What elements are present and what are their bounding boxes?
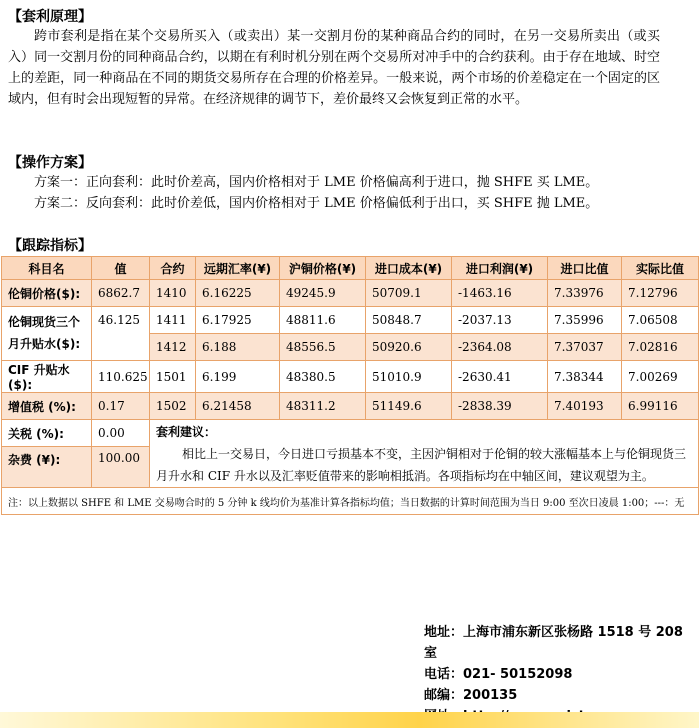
import-ratio-cell: 7.33976: [548, 280, 622, 307]
row-value: 110.625: [92, 361, 150, 393]
row-value: 0.17: [92, 393, 150, 420]
header-cell: 沪铜价格(¥): [280, 257, 366, 280]
import-ratio-cell: 7.38344: [548, 361, 622, 393]
sh-price-cell: 48380.5: [280, 361, 366, 393]
header-cell: 进口利润(¥): [452, 257, 548, 280]
import-profit-cell: -1463.16: [452, 280, 548, 307]
import-profit-cell: -2037.13: [452, 307, 548, 334]
footer-bar: [0, 712, 699, 728]
contact-phone: 电话：021- 50152098: [424, 667, 573, 682]
import-ratio-cell: 7.35996: [548, 307, 622, 334]
import-ratio-cell: 7.37037: [548, 334, 622, 361]
contract-cell: 1412: [150, 334, 196, 361]
fx-cell: 6.188: [196, 334, 280, 361]
header-cell: 远期汇率(¥): [196, 257, 280, 280]
import-profit-cell: -2364.08: [452, 334, 548, 361]
advice-body: 相比上一交易日，今日进口亏损基本不变，主因沪铜相对于伦铜的较大涨幅基本上与伦铜现货三月升水和 CIF 升水以及汇率贬值带来的影响相抵消。各项指标均在中轴区间，建议观望为主。: [156, 446, 687, 483]
header-cell: 实际比值: [622, 257, 699, 280]
tracking-title: 【跟踪指标】: [8, 238, 92, 254]
table-row: [2, 361, 699, 393]
table-note-row: [2, 488, 699, 515]
header-cell: 进口比值: [548, 257, 622, 280]
misc-fee-label: 杂费 (¥):: [2, 447, 92, 488]
table-header-row: [2, 257, 699, 280]
row-value: 6862.7: [92, 280, 150, 307]
import-cost-cell: 50848.7: [366, 307, 452, 334]
table-row: [2, 280, 699, 307]
header-cell: 合约: [150, 257, 196, 280]
import-profit-cell: -2838.39: [452, 393, 548, 420]
header-cell: 科目名: [2, 257, 92, 280]
arbitrage-title: 【套利原理】: [8, 9, 92, 25]
contract-cell: 1410: [150, 280, 196, 307]
sh-price-cell: 48311.2: [280, 393, 366, 420]
tariff-value: 0.00: [92, 420, 150, 447]
row-label: 伦铜价格($):: [2, 280, 92, 307]
import-cost-cell: 50920.6: [366, 334, 452, 361]
fx-cell: 6.199: [196, 361, 280, 393]
tracking-table: [1, 256, 699, 515]
arbitrage-body: 跨市套利是指在某个交易所买入（或卖出）某一交割月份的某种商品合约的同时，在另一交易所卖出（或买入）同一交割月份的同种商品合约，以期在有利时机分别在两个交易所对冲手中的合约获利。由于存在地域、时空上的差距，同一种商品在不同的期货交易所存在合理的价格差异。一般来说，两个市场的价差稳定在一个固定的区域内，但有时会出现短暂的异常。在经济规律的调节下，差价最终又会恢复到正常的水平。: [8, 29, 660, 107]
actual-ratio-cell: 7.12796: [622, 280, 699, 307]
plan-title: 【操作方案】: [8, 155, 92, 171]
import-cost-cell: 51149.6: [366, 393, 452, 420]
tariff-label: 关税 (%):: [2, 420, 92, 447]
contact-address: 地址：上海市浦东新区张杨路 1518 号 208 室: [424, 625, 683, 661]
actual-ratio-cell: 7.02816: [622, 334, 699, 361]
fx-cell: 6.16225: [196, 280, 280, 307]
contract-cell: 1411: [150, 307, 196, 334]
header-cell: 进口成本(¥): [366, 257, 452, 280]
contract-cell: 1502: [150, 393, 196, 420]
table-row: [2, 307, 699, 334]
contact-postcode: 邮编：200135: [424, 688, 518, 703]
table-note: 注：以上数据以 SHFE 和 LME 交易吻合时的 5 分钟 k 线均价为基准计算各指标均值；当日数据的计算时间范围为当日 9:00 至次日凌晨 1:00；---：无: [2, 488, 699, 515]
plan-option-two: 方案二：反向套利：此时价差低，国内价格相对于 LME 价格偏低利于出口，买 SHFE 抛 LME。: [34, 196, 599, 211]
fx-cell: 6.21458: [196, 393, 280, 420]
row-label: CIF 升贴水($):: [2, 361, 92, 393]
fx-cell: 6.17925: [196, 307, 280, 334]
import-ratio-cell: 7.40193: [548, 393, 622, 420]
actual-ratio-cell: 7.00269: [622, 361, 699, 393]
actual-ratio-cell: 7.06508: [622, 307, 699, 334]
header-cell: 值: [92, 257, 150, 280]
misc-fee-value: 100.00: [92, 447, 150, 488]
import-profit-cell: -2630.41: [452, 361, 548, 393]
arbitrage-advice: [150, 420, 699, 488]
sh-price-cell: 48811.6: [280, 307, 366, 334]
advice-title: 套利建议：: [156, 424, 217, 439]
import-cost-cell: 51010.9: [366, 361, 452, 393]
row-value: 46.125: [92, 307, 150, 361]
actual-ratio-cell: 6.99116: [622, 393, 699, 420]
plan-option-one: 方案一：正向套利：此时价差高，国内价格相对于 LME 价格偏高利于进口，抛 SHFE 买 LME。: [34, 175, 599, 190]
sh-price-cell: 49245.9: [280, 280, 366, 307]
row-label: 伦铜现货三个月升贴水($):: [2, 307, 92, 361]
table-row: [2, 420, 699, 447]
contract-cell: 1501: [150, 361, 196, 393]
row-label: 增值税 (%):: [2, 393, 92, 420]
sh-price-cell: 48556.5: [280, 334, 366, 361]
table-row: [2, 393, 699, 420]
import-cost-cell: 50709.1: [366, 280, 452, 307]
